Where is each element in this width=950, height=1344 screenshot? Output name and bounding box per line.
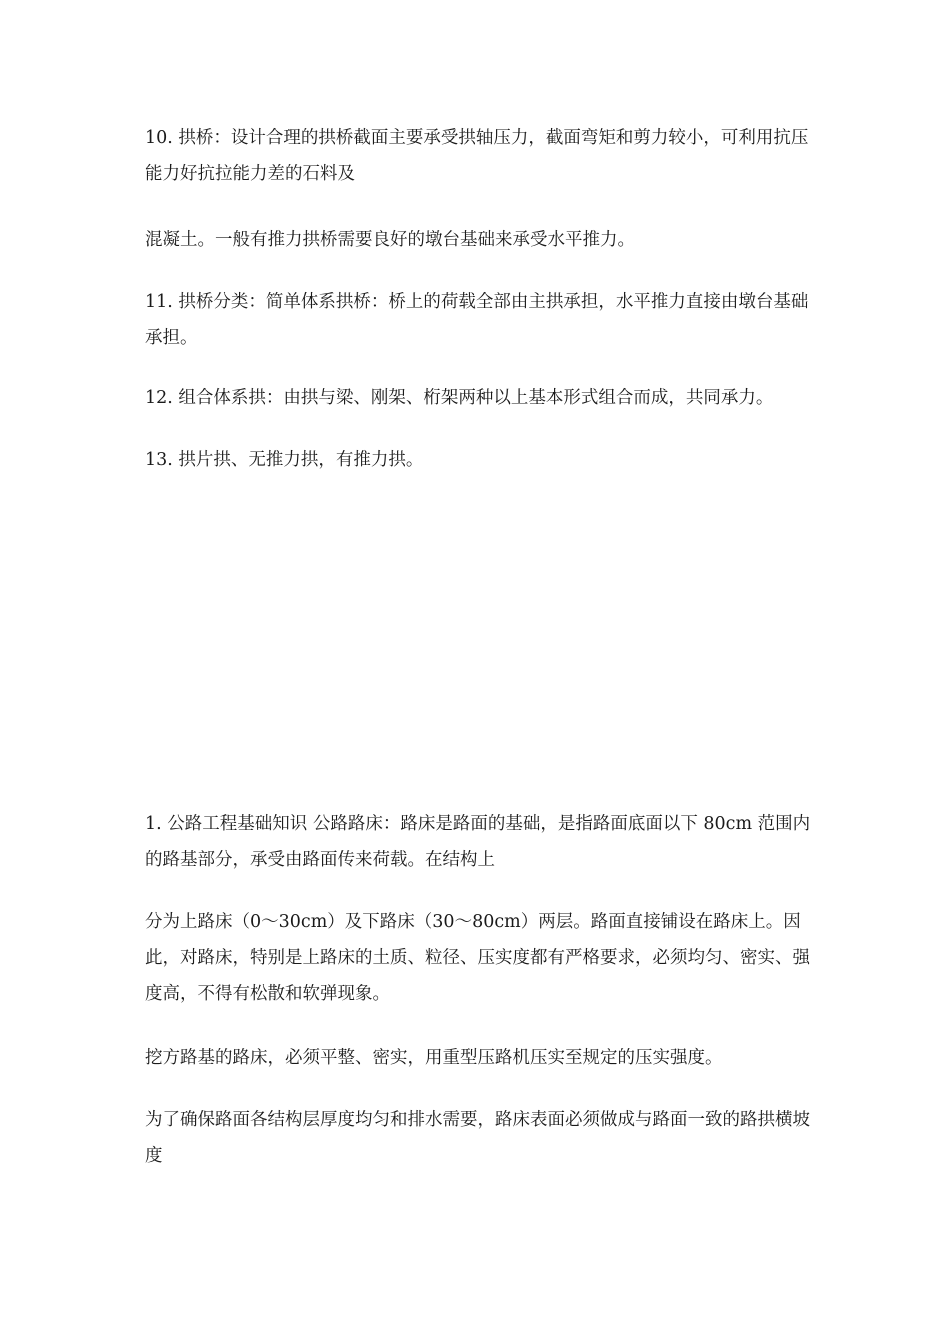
paragraph-13-arch-types: 13. 拱片拱、无推力拱，有推力拱。 bbox=[145, 450, 424, 470]
paragraph-crown-slope: 为了确保路面各结构层厚度均匀和排水需要，路床表面必须做成与路面一致的路拱横坡度 bbox=[145, 1110, 810, 1166]
paragraph-10-continuation: 混凝土。一般有推力拱桥需要良好的墩台基础来承受水平推力。 bbox=[145, 230, 635, 250]
paragraph-1-road-subgrade: 1. 公路工程基础知识 公路路床：路床是路面的基础，是指路面底面以下 80cm 范围内的路基部分，承受由路面传来荷载。在结构上 bbox=[145, 814, 811, 870]
paragraph-10-arch-bridge: 10. 拱桥：设计合理的拱桥截面主要承受拱轴压力，截面弯矩和剪力较小，可利用抗压能力好抗拉能力差的石料及 bbox=[145, 128, 809, 184]
paragraph-excavation-subgrade: 挖方路基的路床，必须平整、密实，用重型压路机压实至规定的压实强度。 bbox=[145, 1048, 723, 1068]
paragraph-11-arch-classification: 11. 拱桥分类：简单体系拱桥：桥上的荷载全部由主拱承担，水平推力直接由墩台基础承担。 bbox=[145, 292, 809, 348]
paragraph-1-continuation: 分为上路床（0～30cm）及下路床（30～80cm）两层。路面直接铺设在路床上。因此，对路床，特别是上路床的土质、粒径、压实度都有严格要求，必须均匀、密实、强度高，不得有松散和软弹现象。 bbox=[145, 912, 810, 1004]
paragraph-12-composite-arch: 12. 组合体系拱：由拱与梁、刚架、桁架两种以上基本形式组合而成，共同承力。 bbox=[145, 388, 774, 408]
